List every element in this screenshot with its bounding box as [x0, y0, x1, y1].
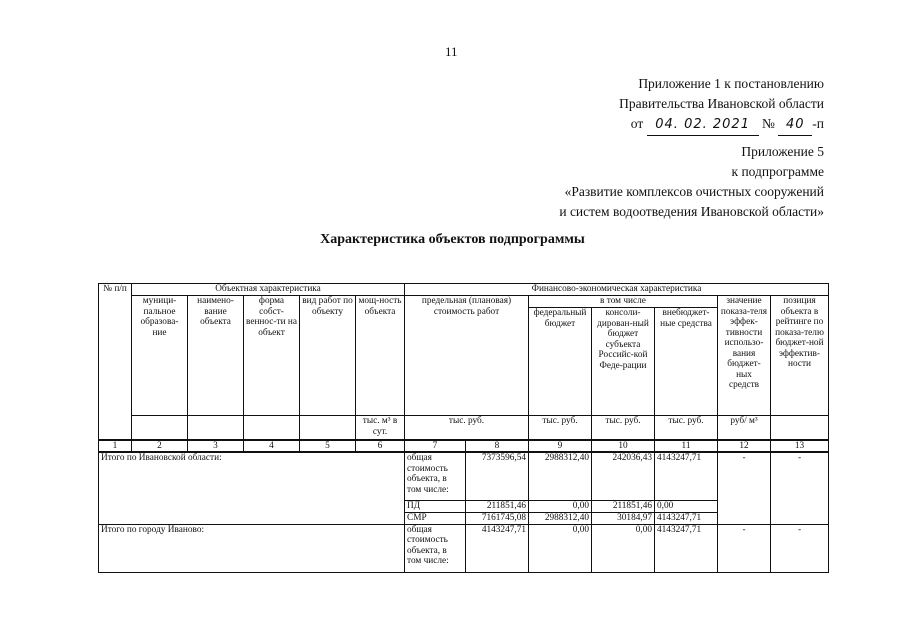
header-offbudget: внебюджет-ные средства: [655, 308, 718, 416]
objects-table: [98, 283, 829, 573]
header-finance-group: Финансово-экономическая характеристика: [405, 284, 829, 296]
subrow-name: ПД: [405, 500, 466, 512]
col-number: 2: [132, 440, 188, 453]
unit-efficiency: руб/ м³: [718, 416, 771, 440]
total-federal: 2988312,40: [529, 452, 592, 500]
appendix-5-line-3: «Развитие комплексов очистных сооружений: [564, 184, 824, 199]
pd-federal: 0,00: [529, 500, 592, 512]
rating-value: -: [771, 452, 829, 524]
table-row: [99, 452, 829, 500]
header-num: № п/п: [99, 284, 132, 416]
appendix-5-line-2: к подпрограмме: [731, 164, 824, 179]
appendix-5-header: [559, 142, 824, 222]
smr-offbudget: 4143247,71: [655, 512, 718, 524]
appendix-1-date-line: [619, 114, 824, 136]
from-label: от: [630, 116, 644, 131]
header-consolidated: консоли-дирован-ный бюджет субъекта Российс-кой Феде-рации: [592, 308, 655, 416]
col-number: 4: [244, 440, 300, 453]
col-number: 6: [356, 440, 405, 453]
rating-value: -: [771, 524, 829, 572]
col-number: 9: [529, 440, 592, 453]
col-number: 11: [655, 440, 718, 453]
header-efficiency: значение показа-теля эффек-тивности использо-вания бюджет-ных средств: [718, 296, 771, 416]
header-row-2: [99, 296, 829, 308]
col-number: 1: [99, 440, 132, 453]
col-number: 12: [718, 440, 771, 453]
col-number: 7: [405, 440, 466, 453]
appendix-5-line-4: и систем водоотведения Ивановской области»: [559, 204, 824, 219]
pd-consolidated: 211851,46: [592, 500, 655, 512]
efficiency-value: -: [718, 524, 771, 572]
page-number: 11: [445, 44, 458, 59]
city-consolidated: 0,00: [592, 524, 655, 572]
col-number: 10: [592, 440, 655, 453]
col-number: 8: [466, 440, 529, 453]
number-suffix: -п: [812, 116, 824, 131]
appendix-1-line-2: Правительства Ивановской области: [619, 96, 824, 111]
table-row: [99, 524, 829, 572]
city-federal: 0,00: [529, 524, 592, 572]
city-max-cost: 4143247,71: [466, 524, 529, 572]
total-cost-label: общая стоимость объекта, в том числе:: [405, 524, 466, 572]
appendix-5-line-1: Приложение 5: [741, 144, 824, 159]
header-object-name: наимено-вание объекта: [188, 296, 244, 416]
smr-consolidated: 30184,97: [592, 512, 655, 524]
total-max-cost: 7373596,54: [466, 452, 529, 500]
total-offbudget: 4143247,71: [655, 452, 718, 500]
page-title: Характеристика объектов подпрограммы: [320, 232, 585, 247]
col-number: 5: [300, 440, 356, 453]
column-numbers-row: [99, 440, 829, 453]
region-total-label: Итого по Ивановской области:: [99, 452, 405, 524]
header-units-row: [99, 416, 829, 440]
efficiency-value: -: [718, 452, 771, 524]
decree-date: 04. 02. 2021: [647, 115, 759, 136]
unit-max-cost: тыс. руб.: [405, 416, 529, 440]
number-label: №: [762, 116, 775, 131]
header-object-group: Объектная характеристика: [132, 284, 405, 296]
decree-number: 40: [778, 115, 812, 136]
unit-offbudget: тыс. руб.: [655, 416, 718, 440]
header-rating: позиция объекта в рейтинге по показа-телю бюджет-ной эффектив-ности: [771, 296, 829, 416]
header-ownership: форма собст-веннос-ти на объект: [244, 296, 300, 416]
unit-capacity: тыс. м³ в сут.: [356, 416, 405, 440]
smr-max-cost: 7161745,08: [466, 512, 529, 524]
col-number: 3: [188, 440, 244, 453]
city-offbudget: 4143247,71: [655, 524, 718, 572]
header-max-cost: предельная (плановая) стоимость работ: [405, 296, 529, 416]
pd-offbudget: 0,00: [655, 500, 718, 512]
total-cost-label: общая стоимость объекта, в том числе:: [405, 452, 466, 500]
unit-consolidated: тыс. руб.: [592, 416, 655, 440]
unit-federal: тыс. руб.: [529, 416, 592, 440]
city-total-label: Итого по городу Иваново:: [99, 524, 405, 572]
pd-max-cost: 211851,46: [466, 500, 529, 512]
total-consolidated: 242036,43: [592, 452, 655, 500]
smr-federal: 2988312,40: [529, 512, 592, 524]
col-number: 13: [771, 440, 829, 453]
subrow-name: СМР: [405, 512, 466, 524]
appendix-1-header: [619, 74, 824, 136]
header-capacity: мощ-ность объекта: [356, 296, 405, 416]
header-work-type: вид работ по объекту: [300, 296, 356, 416]
header-federal: федеральный бюджет: [529, 308, 592, 416]
header-including: в том числе: [529, 296, 718, 308]
header-row-1: [99, 284, 829, 296]
appendix-1-line-1: Приложение 1 к постановлению: [638, 76, 824, 91]
header-municipality: муници-пальное образова-ние: [132, 296, 188, 416]
